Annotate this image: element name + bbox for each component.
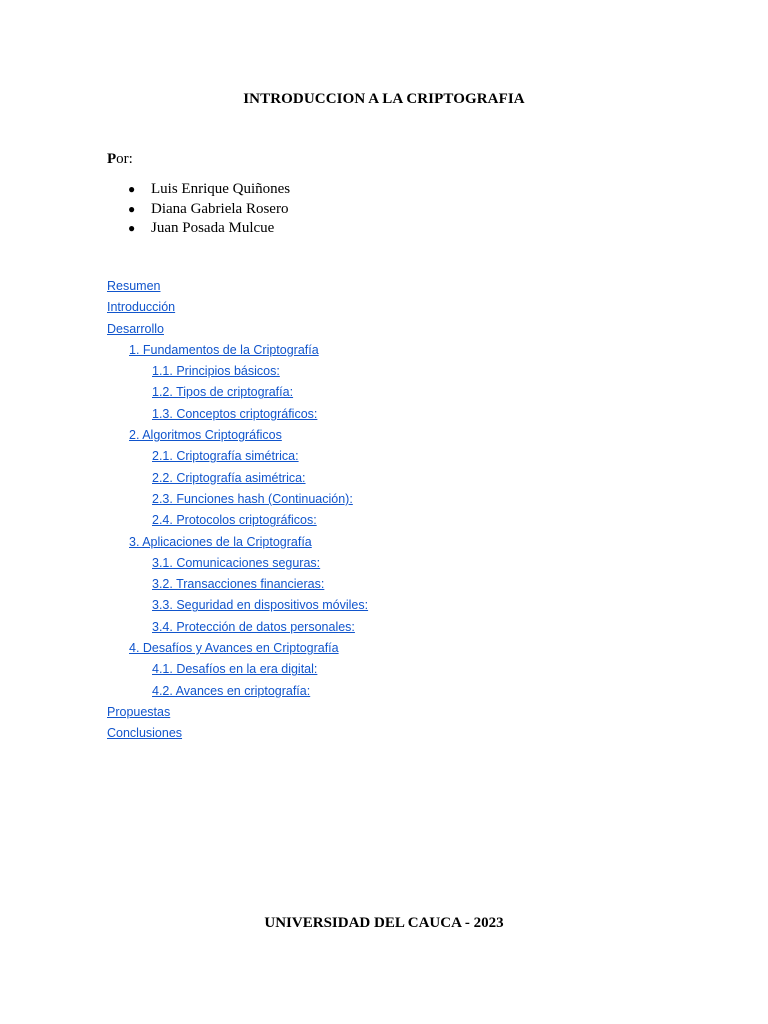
toc-link-datos-personales[interactable]: 3.4. Protección de datos personales:: [152, 619, 355, 634]
toc-link-funciones-hash[interactable]: 2.3. Funciones hash (Continuación):: [152, 491, 353, 506]
toc-link-algoritmos[interactable]: 2. Algoritmos Criptográficos: [129, 428, 282, 443]
toc-link-tipos-criptografia[interactable]: 1.2. Tipos de criptografía:: [152, 385, 294, 400]
toc-link-introduccion[interactable]: Introducción: [107, 300, 176, 315]
toc-link-resumen[interactable]: Resumen: [107, 279, 161, 293]
toc-link-comunicaciones-seguras[interactable]: 3.1. Comunicaciones seguras:: [152, 555, 321, 570]
toc-link-dispositivos-moviles[interactable]: 3.3. Seguridad en dispositivos móviles:: [152, 598, 369, 613]
bullet-icon: ●: [128, 221, 136, 235]
author-item: [128, 180, 290, 200]
toc-link-fundamentos[interactable]: 1. Fundamentos de la Criptografía: [129, 342, 319, 357]
toc-link-propuestas[interactable]: Propuestas: [107, 704, 171, 719]
toc-link-protocolos[interactable]: 2.4. Protocolos criptográficos:: [152, 513, 317, 528]
authors-list: [128, 180, 290, 239]
authors-label: [107, 151, 133, 168]
toc-link-aplicaciones[interactable]: 3. Aplicaciones de la Criptografía: [129, 534, 312, 549]
table-of-contents: [107, 276, 368, 745]
toc-link-principios-basicos[interactable]: 1.1. Principios básicos:: [152, 364, 280, 379]
toc-link-desafios-era-digital[interactable]: 4.1. Desafíos en la era digital:: [152, 662, 318, 677]
authors-label-rest: or:: [116, 151, 133, 167]
author-name: Luis Enrique Quiñones: [151, 181, 291, 197]
toc-link-criptografia-asimetrica[interactable]: 2.2. Criptografía asimétrica:: [152, 470, 306, 485]
toc-link-avances-criptografia[interactable]: 4.2. Avances en criptografía:: [152, 683, 311, 698]
toc-link-conceptos-criptograficos[interactable]: 1.3. Conceptos criptográficos:: [152, 406, 318, 421]
toc-link-desarrollo[interactable]: Desarrollo: [107, 321, 164, 336]
author-item: [128, 200, 290, 220]
toc-link-desafios-avances[interactable]: 4. Desafíos y Avances en Criptografía: [129, 641, 339, 656]
bullet-icon: ●: [128, 182, 136, 196]
author-item: [128, 219, 290, 239]
bullet-icon: ●: [128, 201, 136, 216]
author-name: Diana Gabriela Rosero: [151, 200, 289, 217]
toc-link-conclusiones[interactable]: Conclusiones: [107, 726, 183, 741]
footer-institution: UNIVERSIDAD DEL CAUCA - 2023: [264, 915, 504, 931]
toc-link-criptografia-simetrica[interactable]: 2.1. Criptografía simétrica:: [152, 449, 299, 464]
authors-label-initial: P: [107, 151, 117, 167]
toc-link-transacciones-financieras[interactable]: 3.2. Transacciones financieras:: [152, 577, 325, 592]
document-title: INTRODUCCION A LA CRIPTOGRAFIA: [243, 91, 525, 107]
author-name: Juan Posada Mulcue: [151, 220, 275, 236]
